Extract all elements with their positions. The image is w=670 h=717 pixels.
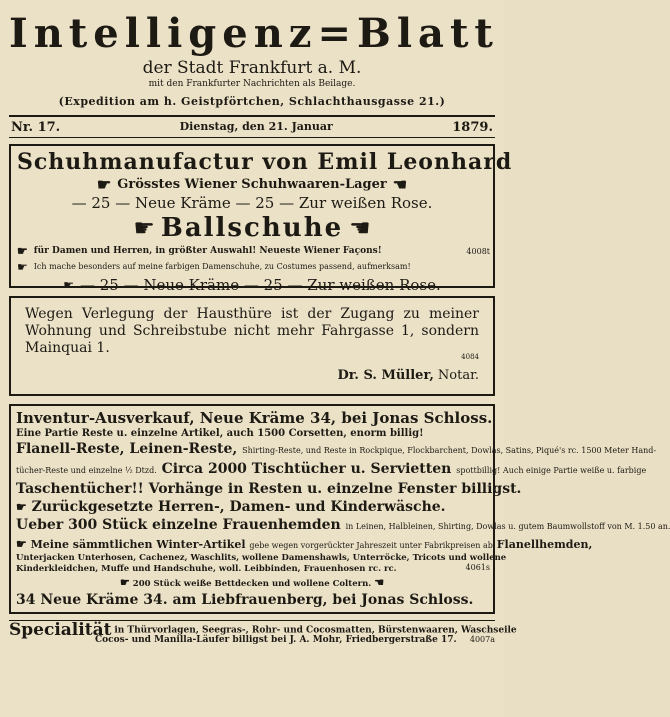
ad-shoe-manufacture [9,144,513,294]
issue-date: Dienstag, den 21. Januar [179,120,333,133]
issue-bar [9,115,495,138]
ad-specialty-line2: Cocos- und Manilla-Läufer billigst bei J. A. Mohr, Friedbergerstraße 17. [95,634,457,645]
ad-inv-line1: Inventur-Ausverkauf, Neue Kräme 34, bei Jonas Schloss. [16,409,493,427]
ad-inv-ref: 4061s [465,563,490,572]
pointing-hand-icon: ☚ [349,214,371,242]
ad-shoes-line7: ☛ — 25 — Neue Kräme — 25 — Zur weißen Rose. [63,276,441,294]
ad-inv-line5: Taschentücher!! Vorhänge in Resten u. einzelne Fenster billigst. [16,481,522,497]
ad-inv-line7: Ueber 300 Stück einzelne Frauenhemden in Leinen, Halbleinen, Shirting, Dowlas u. gutem Baumwollstoff von M. 1.50 an. [16,517,670,533]
masthead-title: Intelligenz=Blatt [9,10,499,57]
ad-notice-mueller [9,296,495,396]
ad-inv-line9: Unterjacken Unterhosen, Cachenez, Waschlits, wollene Damenshawls, Unterröcke, Tricots und wollene [16,553,507,563]
masthead-subtitle: der Stadt Frankfurt a. M. [142,58,362,78]
ad-notice-text: Wegen Verlegung der Hausthüre ist der Zugang zu meiner Wohnung und Schreibstube nicht mehr Fahrgasse 1, sondern Mainquai 1. [25,306,479,356]
ad-notice-name: Dr. S. Müller, [337,368,434,383]
ad-specialty-line1: in Thürvorlagen, Seegras-, Rohr- und Cocosmatten, Bürstenwaaren, Waschseile [114,625,517,636]
pointing-hand-icon: ☛ [16,500,27,514]
ad-shoes-line5: ☛ für Damen und Herren, in größter Auswahl! Neueste Wiener Façons! [17,244,382,258]
issue-number: Nr. 17. [11,120,61,135]
issue-year: 1879. [452,120,493,135]
pointing-hand-icon: ☛ [17,244,28,258]
ad-inv-line10: Kinderkleidchen, Muffe und Handschuhe, woll. Leibbinden, Frauenhosen rc. rc. [16,564,397,574]
pointing-hand-icon: ☛ [133,214,155,242]
ad-shoes-line3: — 25 — Neue Kräme — 25 — Zur weißen Rose. [71,194,433,212]
pointing-hand-icon: ☚ [374,576,385,589]
pointing-hand-icon: ☛ [16,537,27,551]
pointing-hand-icon: ☛ [63,278,74,292]
ad-shoes-ref: 4008t [466,247,490,256]
ad-shoes-line6: ☛ Ich mache besonders auf meine farbigen Damenschuhe, zu Costumes passend, aufmerksam! [17,260,411,274]
pointing-hand-icon: ☚ [392,174,408,194]
ad-shoes-headline: Schuhmanufactur von Emil Leonhard [17,149,513,175]
pointing-hand-icon: ☛ [96,174,112,194]
pointing-hand-icon: ☛ [17,260,28,274]
ad-inv-line3: Flanell-Reste, Leinen-Reste, Shirting-Reste, und Reste in Rockpique, Flockbarchent, Dowlas, Satins, Piqué's rc. 1500 Meter Hand- [16,441,657,457]
masthead-expedition: (Expedition am h. Geistpförtchen, Schlachthausgasse 21.) [58,95,446,108]
ad-notice-title: Notar. [437,368,479,383]
ad-inv-line4: tücher-Reste und einzelne ½ Dtzd. Circa 2000 Tischtücher u. Servietten spottbillig! Auch einige Partie weiße u. farbige [16,461,647,477]
ad-inv-line2: Eine Partie Reste u. einzelne Artikel, auch 1500 Corsetten, enorm billig! [16,428,424,439]
ad-inv-line12: 34 Neue Kräme 34. am Liebfrauenberg, bei Jonas Schloss. [16,592,474,608]
ad-inv-line6: ☛ Zurückgesetzte Herren-, Damen- und Kinderwäsche. [16,499,446,515]
ad-specialty-lead: Specialität [9,620,112,640]
ad-shoes-line4: ☛ Ballschuhe ☚ [133,213,371,243]
masthead-supplement: mit den Frankfurter Nachrichten als Beilage. [148,79,356,89]
ad-notice-signature [25,367,479,384]
ad-notice-ref: 4084 [461,353,479,361]
ad-shoes-line2: ☛ Grösstes Wiener Schuhwaaren-Lager ☚ [96,174,408,194]
ad-inventory-sale [9,404,670,614]
ad-specialty-mohr [9,620,517,646]
ad-inv-line8: ☛ Meine sämmtlichen Winter-Artikel gebe wegen vorgerückter Jahreszeit unter Fabrikpreisen ab Flanellhemden, [16,537,593,551]
ad-specialty-ref: 4007a [469,634,495,644]
ad-inv-line11: ☛ 200 Stück weiße Bettdecken und wollene Coltern. ☚ [119,576,385,589]
pointing-hand-icon: ☛ [119,576,130,589]
